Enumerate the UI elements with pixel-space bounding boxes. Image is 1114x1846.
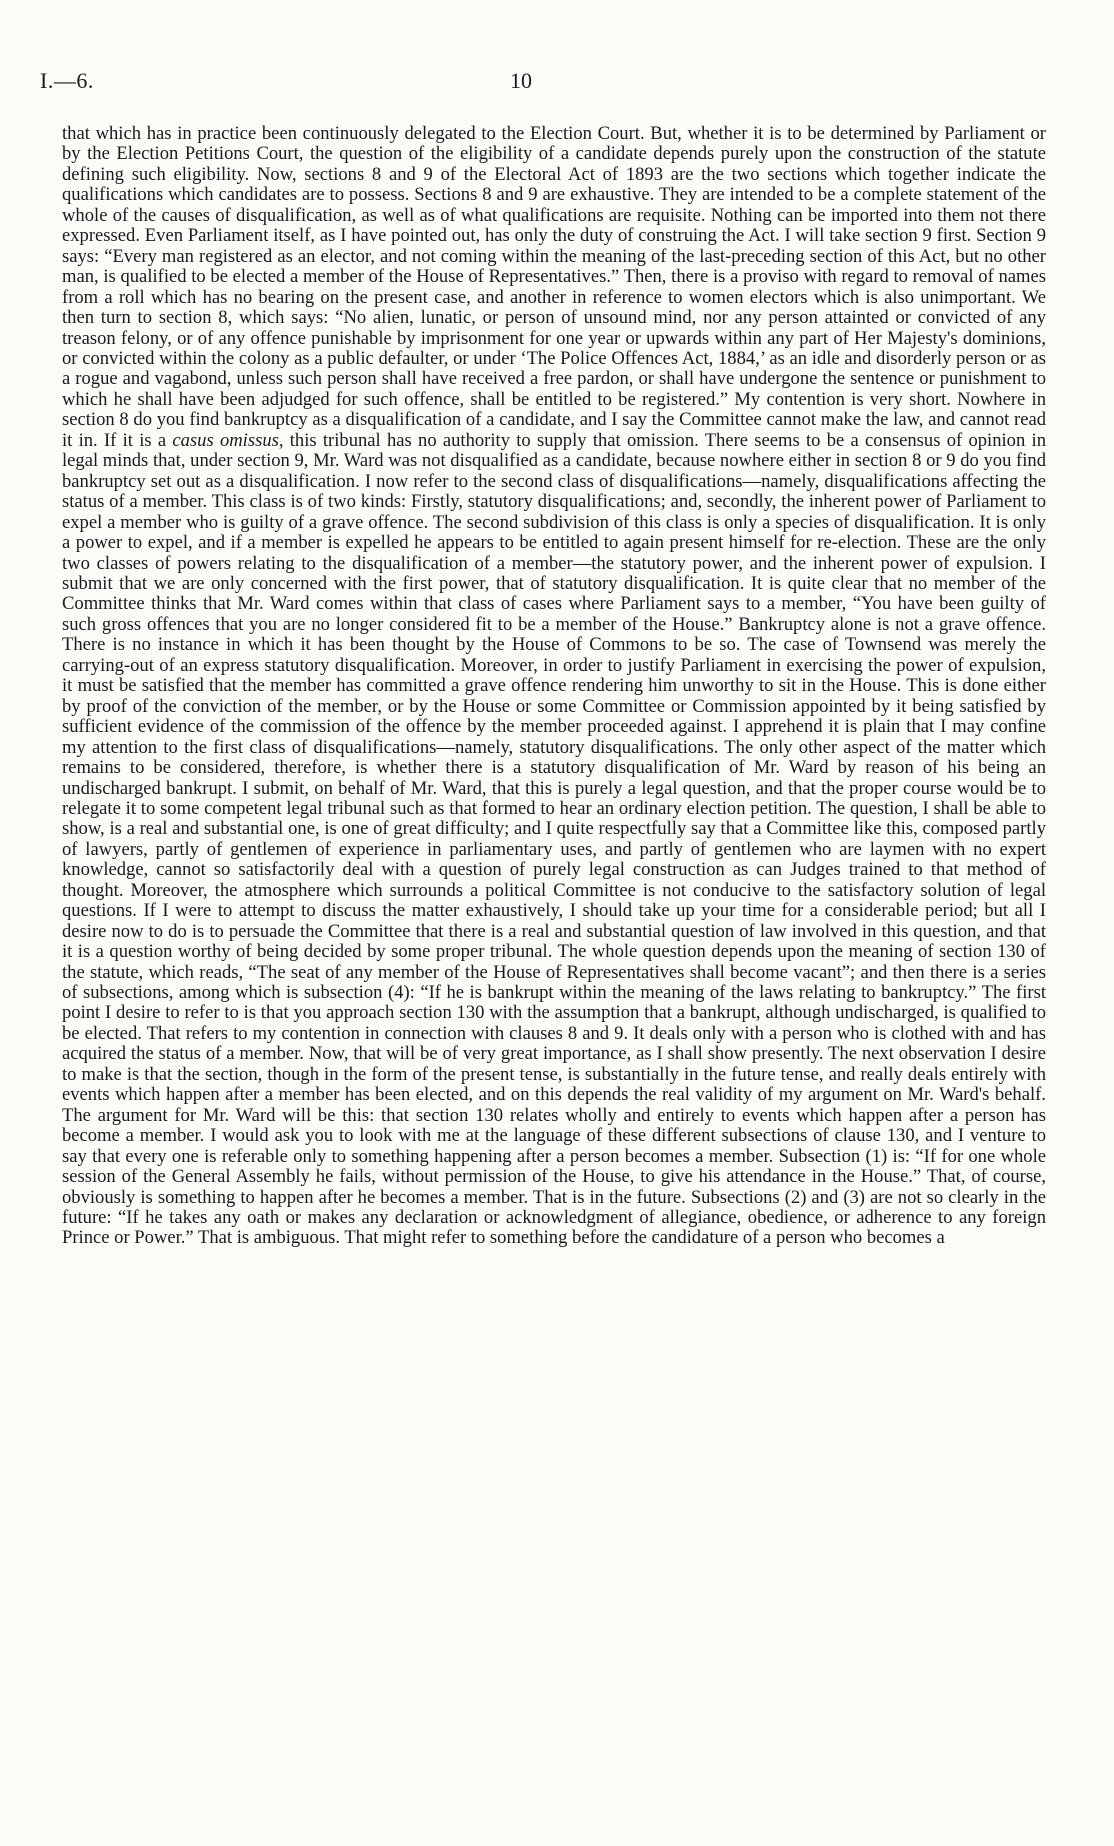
page-header	[40, 66, 1040, 96]
latin-phrase: casus omissus,	[172, 429, 284, 451]
body-paragraph	[62, 124, 1046, 1249]
body-text-part-1: that which has in practice been continuously delegated to the Election Court. But, whether it is to be determined by Parliament or by the Election Petitions Court, the question of the eligibility of a candidate depends purely upon the construction of the statute defining such eligibility. Now, sections 8 and 9 of the Electoral Act of 1893 are the two sections which together indicate the qualifications which candidates are to possess. Sections 8 and 9 are exhaustive. They are intended to be a complete statement of the whole of the causes of disqualification, as well as of what qualifications are requisite. Nothing can be imported into them not there expressed. Even Parliament itself, as I have pointed out, has only the duty of construing the Act. I will take section 9 first. Section 9 says: “Every man registered as an elector, and not coming within the meaning of the last-preceding section of this Act, but no other man, is qualified to be elected a member of the House of Representatives.” Then, there is a proviso with regard to removal of names from a roll which has no bearing on the present case, and another in reference to women electors which is also unimportant. We then turn to section 8, which says: “No alien, lunatic, or person of unsound mind, nor any person attainted or convicted of any treason felony, or of any offence punishable by imprisonment for one year or upwards within any part of Her Majesty's dominions, or convicted within the colony as a public defaulter, or under ‘The Police Offences Act, 1884,’ as an idle and disorderly person or as a rogue and vagabond, unless such person shall have received a free pardon, or shall have undergone the sentence or punishment to which he shall have been adjudged for such offence, shall be entitled to be registered.” My contention is very short. Nowhere in section 8 do you find bankruptcy as a disqualification of a candidate, and I say the Committee cannot make the law, and cannot read it in. If it is a	[62, 123, 1046, 451]
page-number: 10	[510, 68, 532, 93]
body-text	[62, 124, 1046, 1249]
body-text-part-2: this tribunal has no authority to supply that omission. There seems to be a consensus of opinion in legal minds that, under section 9, Mr. Ward was not disqualified as a candidate, because nowhere either in section 8 or 9 do you find bankruptcy set out as a disqualification. I now refer to the second class of disqualifications—namely, disqualifications affecting the status of a member. This class is of two kinds: Firstly, statutory disqualifications; and, secondly, the inherent power of Parliament to expel a member who is guilty of a grave offence. The second subdivision of this class is only a species of disqualification. It is only a power to expel, and if a member is expelled he appears to be entitled to again present himself for re-election. These are the only two classes of powers relating to the disqualification of a member—the statutory power, and the inherent power of expulsion. I submit that we are only concerned with the first power, that of statutory disqualification. It is quite clear that no member of the Committee thinks that Mr. Ward comes within that class of cases where Parliament says to a member, “You have been guilty of such gross offences that you are no longer considered fit to be a member of the House.” Bankruptcy alone is not a grave offence. There is no instance in which it has been thought by the House of Commons to be so. The case of Townsend was merely the carrying-out of an express statutory disqualification. Moreover, in order to justify Parliament in exercising the power of expulsion, it must be satisfied that the member has committed a grave offence rendering him unworthy to sit in the House. This is done either by proof of the conviction of the member, or by the House or some Committee or Commission appointed by it being satisfied by sufficient evidence of the commission of the offence by the member proceeded against. I apprehend it is plain that I may confine my attention to the first class of disqualifications—namely, statutory disqualifications. The only other aspect of the matter which remains to be considered, therefore, is whether there is a statutory disqualification of Mr. Ward by reason of his being an undischarged bankrupt. I submit, on behalf of Mr. Ward, that this is purely a legal question, and that the proper course would be to relegate it to some competent legal tribunal such as that formed to hear an ordinary election petition. The question, I shall be able to show, is a real and substantial one, is one of great difficulty; and I quite respectfully say that a Committee like this, composed partly of lawyers, partly of gentlemen of experience in parliamentary uses, and partly of gentlemen who are laymen with no expert knowledge, cannot so satisfactorily deal with a question of purely legal construction as can Judges trained to that method of thought. Moreover, the atmosphere which surrounds a political Committee is not conducive to the satisfactory solution of legal questions. If I were to attempt to discuss the matter exhaustively, I should take up your time for a considerable period; but all I desire now to do is to persuade the Committee that there is a real and substantial question of law involved in this question, and that it is a question worthy of being decided by some proper tribunal. The whole question depends upon the meaning of section 130 of the statute, which reads, “The seat of any member of the House of Representatives shall become vacant”; and then there is a series of subsections, among which is subsection (4): “If he is bankrupt within the meaning of the laws relating to bankruptcy.” The first point I desire to refer to is that you approach section 130 with the assumption that a bankrupt, although undischarged, is qualified to be elected. That refers to my contention in connection with clauses 8 and 9. It deals only with a person who is clothed with and has acquired the status of a member. Now, that will be of very great importance, as I shall show presently. The next observation I desire to make is that the section, though in the form of the present tense, is substantially in the future tense, and really deals entirely with events which happen after a member has been elected, and on this depends the real validity of my argument on Mr. Ward's behalf. The argument for Mr. Ward will be this: that section 130 relates wholly and entirely to events which happen after a person has become a member. I would ask you to look with me at the language of these different subsections of clause 130, and I venture to say that every one is referable only to something happening after a person becomes a member. Subsection (1) is: “If for one whole session of the General Assembly he fails, without permission of the House, to give his attendance in the House.” That, of course, obviously is something to happen after he becomes a member. That is in the future. Subsections (2) and (3) are not so clearly in the future: “If he takes any oath or makes any declaration or acknowledgment of allegiance, obedience, or adherence to any foreign Prince or Power.” That is ambiguous. That might refer to something before the candidature of a person who becomes a	[62, 429, 1046, 1249]
parliamentary-paper-reference: I.—6.	[40, 68, 94, 93]
